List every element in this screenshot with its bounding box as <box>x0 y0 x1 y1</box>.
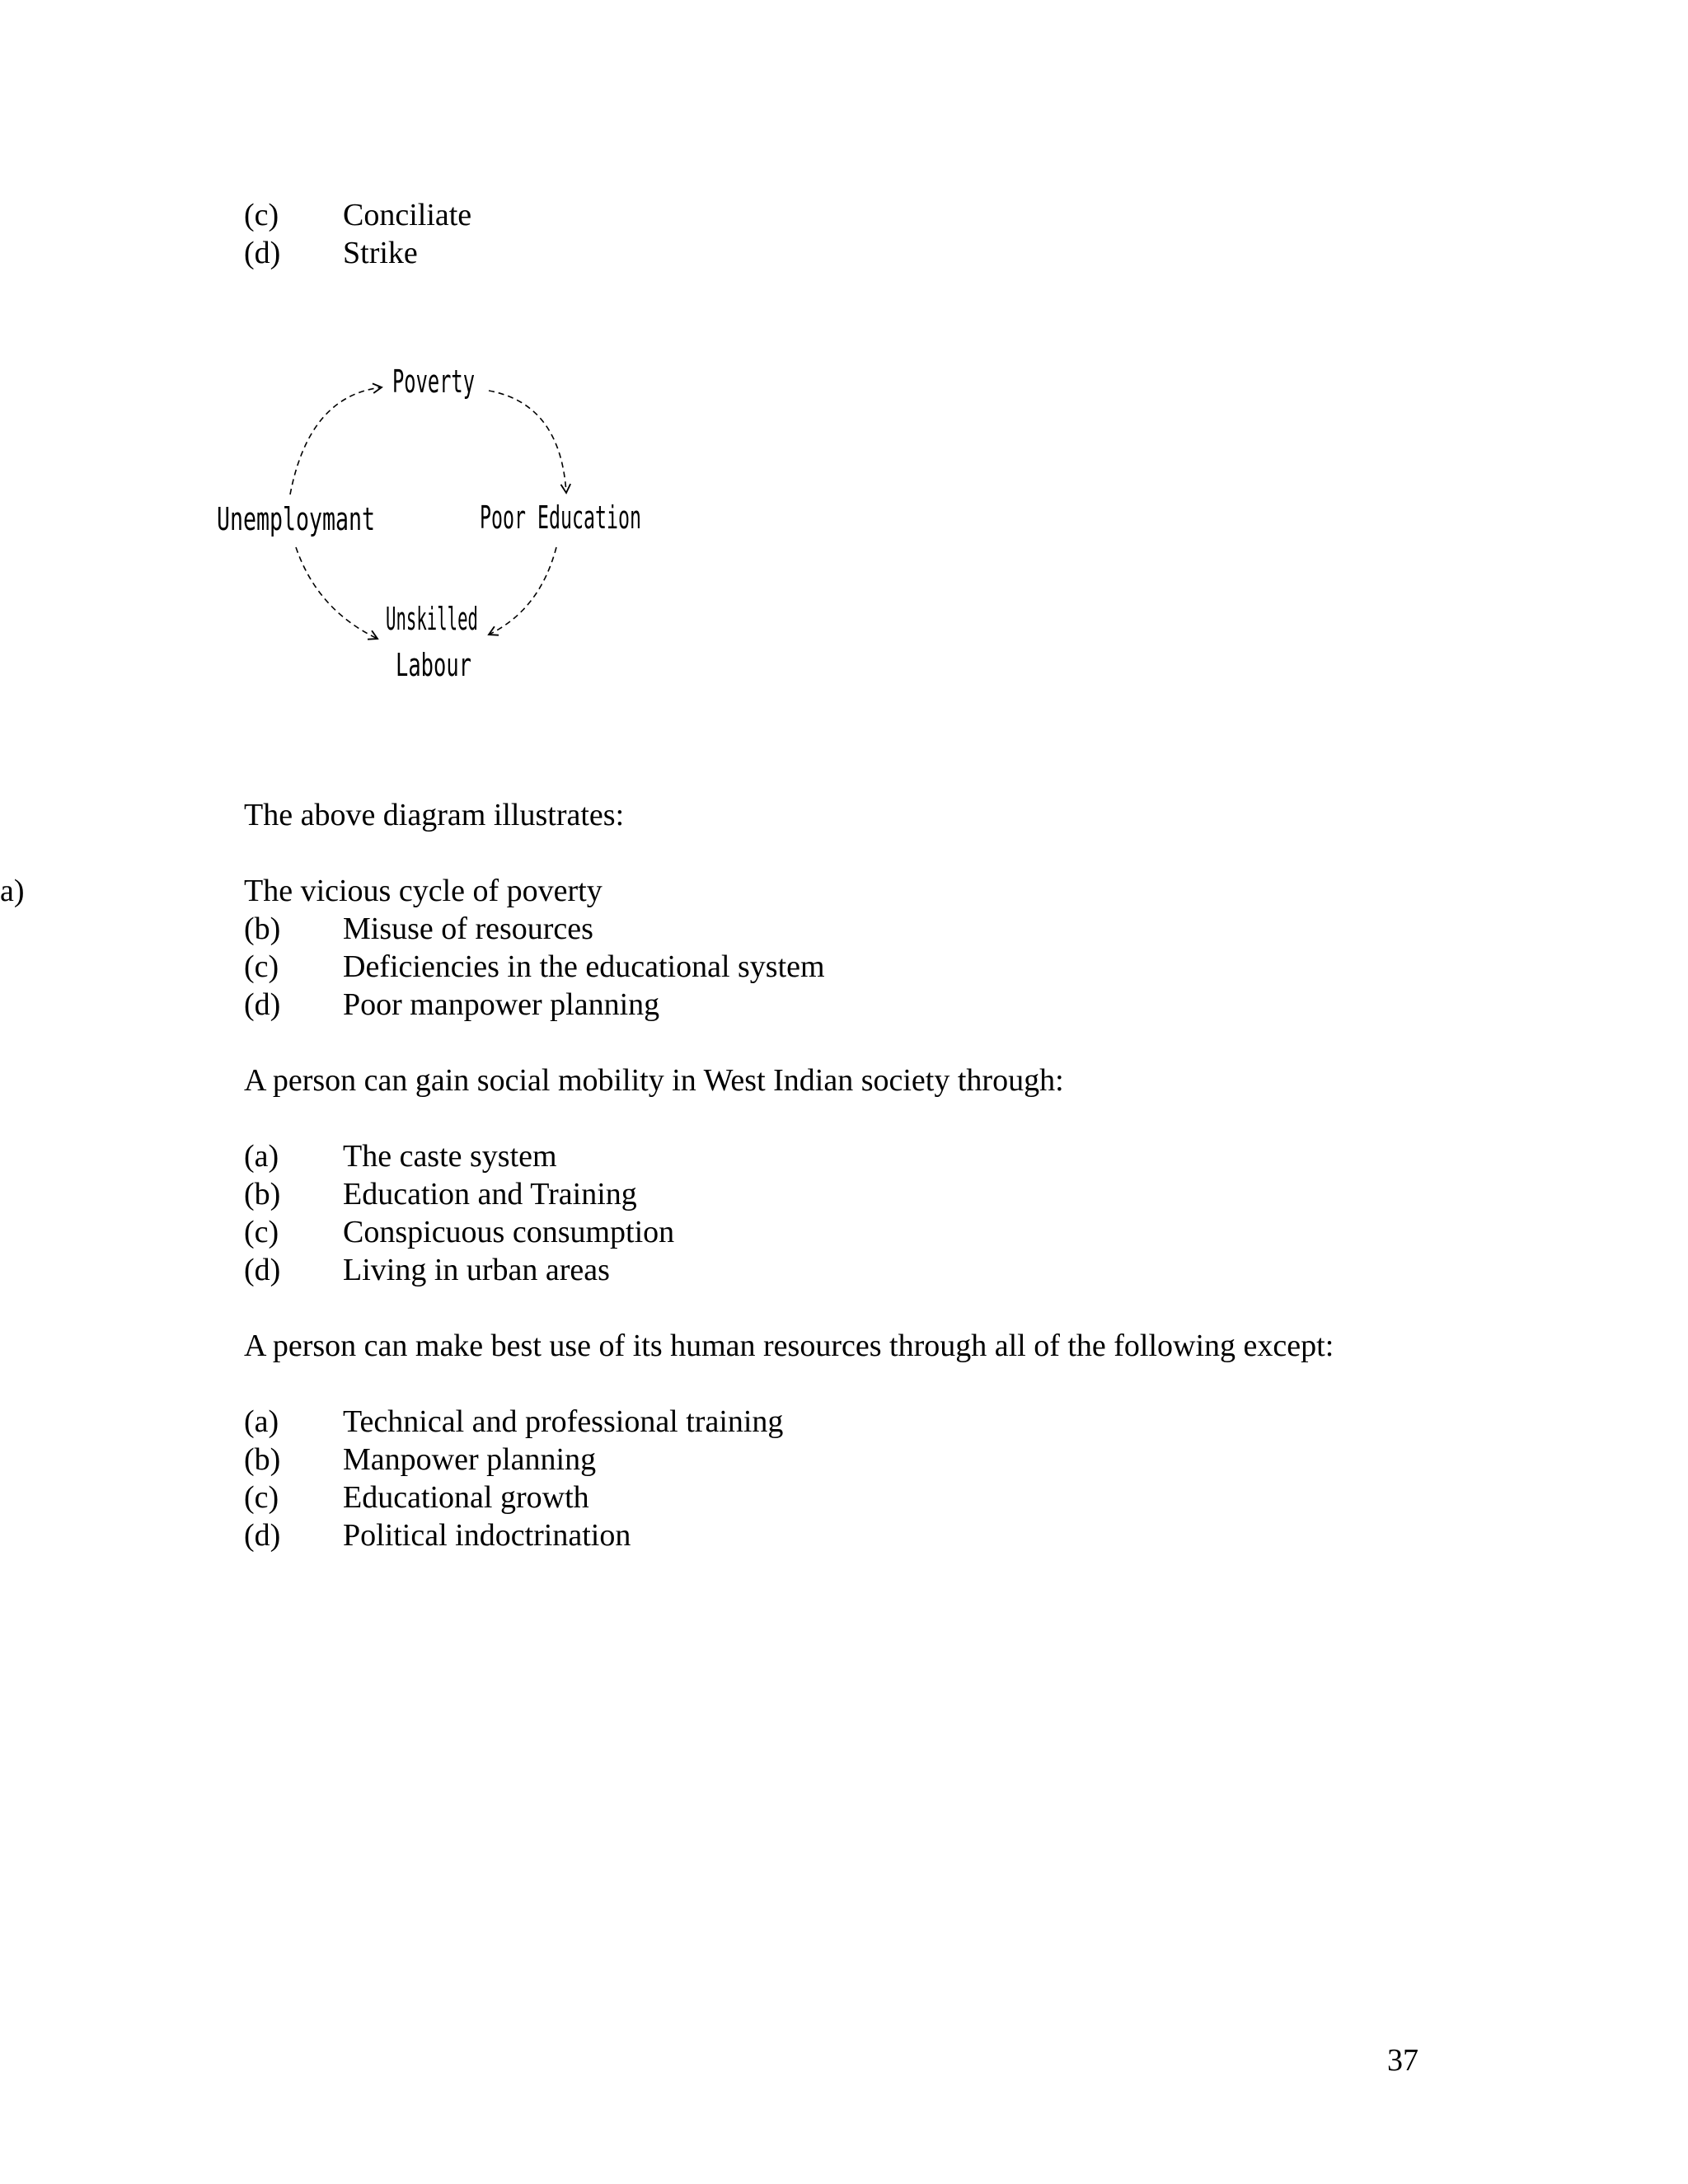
question-stem: The above diagram illustrates: <box>244 798 625 832</box>
option-text: Living in urban areas <box>343 1253 610 1287</box>
option-row <box>244 1479 589 1516</box>
option-row <box>244 234 418 272</box>
option-row <box>244 910 593 948</box>
node-unskilled-line2: Labour <box>396 647 471 683</box>
option-label: (d) <box>244 987 281 1022</box>
option-row <box>244 196 471 234</box>
option-row <box>244 1213 674 1251</box>
node-poverty: Poverty <box>392 363 475 400</box>
option-label: (b) <box>244 912 281 946</box>
option-label: (d) <box>244 1518 281 1553</box>
option-text: Education and Training <box>343 1177 637 1212</box>
option-row <box>244 1516 631 1554</box>
option-label: (c) <box>244 1480 279 1515</box>
option-label: (a) <box>244 1404 279 1439</box>
question-stem: A person can make best use of its human resources through all of the following except: <box>244 1329 1334 1363</box>
option-row <box>244 1175 637 1213</box>
option-text: Misuse of resources <box>343 912 593 946</box>
option-text: Poor manpower planning <box>343 987 660 1022</box>
question-stem: A person can gain social mobility in West Indian society through: <box>244 1063 1064 1098</box>
option-label: (a) <box>244 1139 279 1174</box>
option-row <box>244 1251 610 1289</box>
node-unskilled-line1: Unskilled <box>386 601 478 637</box>
option-row <box>244 1137 557 1175</box>
option-label: (c) <box>244 1215 279 1249</box>
node-poor-education: Poor Education <box>480 499 641 536</box>
option-label: (c) <box>244 198 279 232</box>
arrow-unemployment-to-poverty <box>290 387 382 494</box>
option-label: (d) <box>244 236 281 270</box>
option-row <box>244 986 659 1024</box>
page-number: 37 <box>1387 2043 1418 2078</box>
option-text: Manpower planning <box>343 1442 597 1477</box>
option-label: (c) <box>244 949 279 984</box>
option-label: (b) <box>244 1442 281 1477</box>
arrow-unemployment-to-unskilled-labour <box>296 547 377 639</box>
option-text: Strike <box>343 236 418 270</box>
option-row <box>244 1441 596 1479</box>
option-text: Conspicuous consumption <box>343 1215 675 1249</box>
option-label: (d) <box>244 1253 281 1287</box>
option-row <box>244 948 825 986</box>
option-text: Political indoctrination <box>343 1518 631 1553</box>
stray-option-label: a) <box>0 874 25 908</box>
option-text: Conciliate <box>343 198 472 232</box>
poverty-cycle-diagram <box>210 354 655 701</box>
option-text: Technical and professional training <box>343 1404 784 1439</box>
arrow-poverty-to-poor-education <box>489 391 566 493</box>
node-unemployment: Unemploymant <box>217 501 375 537</box>
option-label: (b) <box>244 1177 281 1212</box>
option-row <box>244 1403 783 1441</box>
option-text: The caste system <box>343 1139 557 1174</box>
option-text: Educational growth <box>343 1480 589 1515</box>
arrow-poor-education-to-unskilled-labour <box>489 547 556 635</box>
option-text: The vicious cycle of poverty <box>244 874 603 908</box>
option-text: Deficiencies in the educational system <box>343 949 825 984</box>
